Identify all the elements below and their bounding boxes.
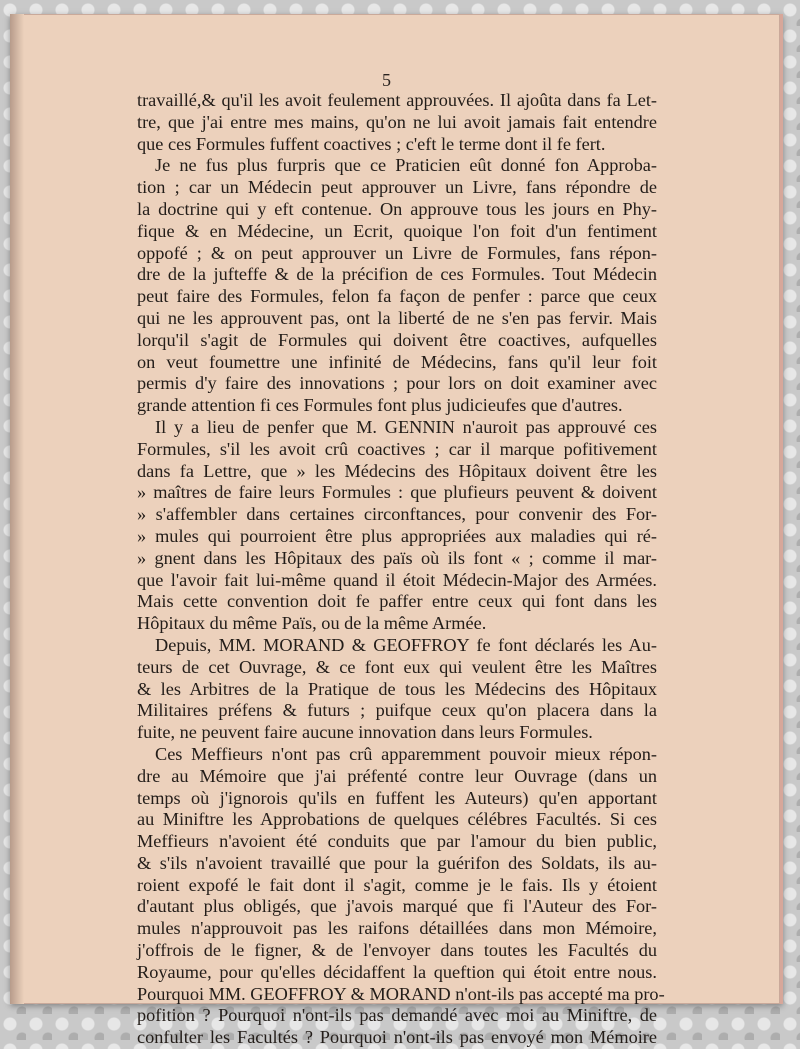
page-number: 5 <box>382 70 391 90</box>
text-line: pofition ? Pourquoi n'ont-ils pas demandé avec moi au Miniftre, de <box>137 1005 657 1026</box>
text-line: » s'affembler dans certaines circonftances, pour convenir des For- <box>137 504 657 525</box>
text-line: temps où j'ignorois qu'ils en fuffent les Auteurs) qu'en apportant <box>137 787 657 808</box>
text-line: d'autant plus obligés, que j'avois marqué que fi l'Auteur des For- <box>137 896 657 917</box>
text-line: Militaires préfens & futurs ; puifque ceux qu'on placera dans la <box>137 700 657 721</box>
text-line: fuite, ne peuvent faire aucune innovation dans leurs Formules. <box>137 722 593 743</box>
text-line: Hôpitaux du même Païs, ou de la même Armée. <box>137 613 487 634</box>
text-line: permis d'y faire des innovations ; pour lors on doit examiner avec <box>137 373 657 394</box>
text-line: que ces Formules fuffent coactives ; c'eft le terme dont il fe fert. <box>137 133 606 154</box>
text-line: dans fa Lettre, que » les Médecins des Hôpitaux doivent être les <box>137 460 657 481</box>
text-line: Je ne fus plus furpris que ce Praticien eût donné fon Approba- <box>155 155 657 176</box>
text-line: » maîtres de faire leurs Formules : que plufieurs peuvent & doivent <box>137 482 657 503</box>
text-line: confulter les Facultés ? Pourquoi n'ont-ils pas envoyé mon Mémoire <box>137 1027 657 1048</box>
text-line: » gnent dans les Hôpitaux des païs où ils font « ; comme il mar- <box>137 547 657 568</box>
text-line: fique & en Médecine, un Ecrit, quoique l'on foit d'un fentiment <box>137 220 657 241</box>
text-line: teurs de cet Ouvrage, & ce font eux qui veulent être les Maîtres <box>137 656 657 677</box>
text-line: Pourquoi MM. GEOFFROY & MORAND n'ont-ils pas accepté ma pro- <box>137 983 665 1004</box>
text-line: j'offrois de le figner, & de l'envoyer dans toutes les Facultés du <box>137 940 657 961</box>
body-text <box>137 90 665 1049</box>
text-line: » mules qui pourroient être plus appropriées aux maladies qui ré- <box>137 525 657 546</box>
text-line: & les Arbitres de la Pratique de tous les Médecins des Hôpitaux <box>137 678 657 699</box>
text-line: qui ne les approuvent pas, ont la liberté de ne s'en pas fervir. Mais <box>137 307 657 328</box>
text-line: on veut foumettre une infinité de Médecins, fans qu'il leur foit <box>137 351 657 372</box>
text-line: Formules, s'il les avoit crû coactives ; car il marque pofitivement <box>137 438 657 459</box>
text-line: dre de la jufteffe & de la précifion de ces Formules. Tout Médecin <box>137 264 657 285</box>
text-line: Mais cette convention doit fe paffer entre ceux qui font dans les <box>137 591 657 612</box>
text-line: mules n'approuvoit pas les raifons détaillées dans mon Mémoire, <box>137 918 657 939</box>
text-line: Depuis, MM. MORAND & GEOFFROY fe font déclarés les Au- <box>155 634 657 655</box>
text-line: oppofé ; & on peut approuver un Livre de Formules, fans répon- <box>137 242 657 263</box>
text-line: travaillé,& qu'il les avoit feulement approuvées. Il ajoûta dans fa Let- <box>137 90 657 110</box>
text-line: dre au Mémoire que j'ai préfenté contre leur Ouvrage (dans un <box>137 765 657 786</box>
document-page <box>10 14 783 1048</box>
text-line: roient expofé le fait dont il s'agit, comme je le fais. Ils y étoient <box>137 874 657 895</box>
text-line: que l'avoir fait lui-même quand il étoit Médecin-Major des Armées. <box>137 569 657 590</box>
binding-gutter <box>10 14 24 1004</box>
text-line: Royaume, pour qu'elles décidaffent la queftion qui étoit entre nous. <box>137 961 657 982</box>
text-line: Meffieurs n'avoient été conduits que par l'amour du bien public, <box>137 831 657 852</box>
text-line: lorqu'il s'agit de Formules qui doivent être coactives, aufquelles <box>137 329 657 350</box>
text-line: Il y a lieu de penfer que M. GENNIN n'auroit pas approuvé ces <box>155 416 657 437</box>
text-line: & s'ils n'avoient travaillé que pour la guérifon des Soldats, ils au- <box>137 852 657 873</box>
text-line: grande attention fi ces Formules font plus judicieufes que d'autres. <box>137 395 623 416</box>
text-line: au Miniftre les Approbations de quelques célébres Facultés. Si ces <box>137 809 657 830</box>
text-line: la doctrine qui y eft contenue. On approuve tous les jours en Phy- <box>137 198 657 219</box>
text-line: tre, que j'ai entre mes mains, qu'on ne lui avoit jamais fait entendre <box>137 111 657 132</box>
text-line: tion ; car un Médecin peut approuver un Livre, fans répondre de <box>137 177 657 198</box>
text-line: Ces Meffieurs n'ont pas crû apparemment pouvoir mieux répon- <box>155 743 657 764</box>
text-line: peut faire des Formules, felon fa façon de penfer : parce que ceux <box>137 286 657 307</box>
